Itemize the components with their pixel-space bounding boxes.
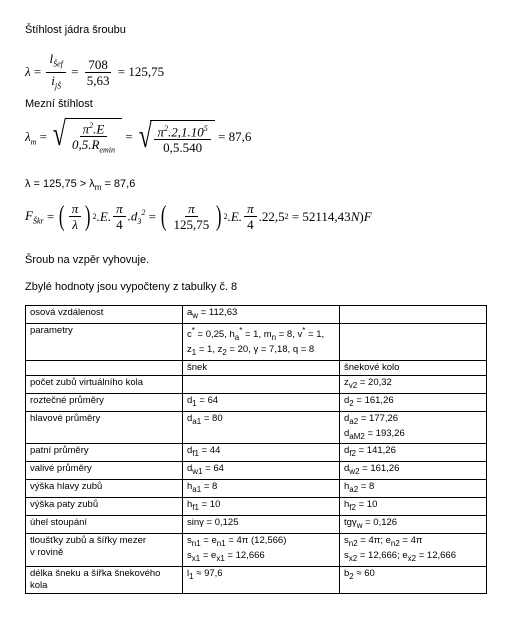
table-row: patní průměry $d_{f1} = 44$ $d_{f2} = 141,26$ <box>26 444 487 462</box>
fraction-values: $\frac{708}{5,63}$ <box>86 56 110 88</box>
equation-critical-force: $F_{Škr}$ = ( $\frac{\pi}{\lambda}$ ) 2 .E. $\frac{\pi}{4}$ $.d_3^2$ = ( $\frac{\pi}{125,75}$ ) 2 .E. $\frac{\pi}{4}$ .22,5 2 = 52114,43 N ) F <box>25 200 372 232</box>
heading-zbyle: Zbylé hodnoty jsou vypočteny z tabulky č. 8 <box>25 281 238 293</box>
heading-stihlost: Štíhlost jádra šroubu <box>25 24 126 36</box>
table-row: hlavové průměry $d_{a1} = 80$ $d_{a2} = 177,26$ $d_{aM2} = 193,26$ <box>26 411 487 444</box>
table-row: délka šneku a šířka šnekového kola $l_1 \approx 97,6$ $b_2 \approx 60$ <box>26 566 487 593</box>
lambda-symbol: λ <box>25 64 31 80</box>
table-row: výška paty zubů $h_{f1} = 10$ $h_{f2} = 10$ <box>26 498 487 516</box>
sqrt-symbolic: √ $\frac{\pi^2.E}{0,5.R_{emin}}$ <box>50 118 122 157</box>
heading-mezni: Mezní štíhlost <box>25 98 93 110</box>
sqrt-values: √ $\frac{\pi^2.2,1.10^5}{0,5.540}$ <box>136 120 215 154</box>
table-row: valivé průměry $d_{w1} = 64$ $d_{w2} = 161,26$ <box>26 462 487 480</box>
table-row: výška hlavy zubů $h_{a1} = 8$ $h_{a2} = 8$ <box>26 480 487 498</box>
heading-vzper: Šroub na vzpěr vyhovuje. <box>25 254 150 266</box>
table-row: úhel stoupání sinγ = 0,125 tgγ$_w$ = 0,126 <box>26 515 487 533</box>
table-row: šnek šnekové kolo <box>26 360 487 375</box>
comparison-text: $\lambda = 125,75 > \lambda_m = 87,6$ <box>25 178 136 193</box>
table-row: tloušťky zubů a šířky mezer v rovině $s_{n1} = e_{n1} = 4\pi$ (12,566) $s_{x1} = e_{x1} = 12,666$ $s_{n2} = 4\pi$; $e_{n2} = 4\pi$ $s_{x2} = 12,666$; $e_{x2} = 12,666$ <box>26 533 487 566</box>
fraction-l-i: $\frac{l_{Šef}}{i_{jŠ}}$ <box>46 52 65 92</box>
table-row: roztečné průměry $d_1 = 64$ $d_2 = 161,26$ <box>26 393 487 411</box>
table-row: počet zubů virtuálního kola $z_{v2} = 20,32$ <box>26 375 487 393</box>
table-row: parametry c* = 0,25, $h_a^* = 1$, $m_n = 8$, v* = 1, $z_1 = 1$, $z_2 = 20$, γ = 7,18, q = 8 <box>26 323 487 360</box>
equation-limit-slenderness: $\lambda_m$ = √ $\frac{\pi^2.E}{0,5.R_{emin}}$ = √ $\frac{\pi^2.2,1.10^5}{0,5.540}$ = 87,6 <box>25 116 252 156</box>
table-row: osová vzdálenost $a_w = 112,63$ <box>26 306 487 324</box>
parameters-table <box>25 305 487 594</box>
equation-slenderness: λ = $\frac{l_{Šef}}{i_{jŠ}}$ = $\frac{708}{5,63}$ = 125,75 <box>25 51 165 91</box>
